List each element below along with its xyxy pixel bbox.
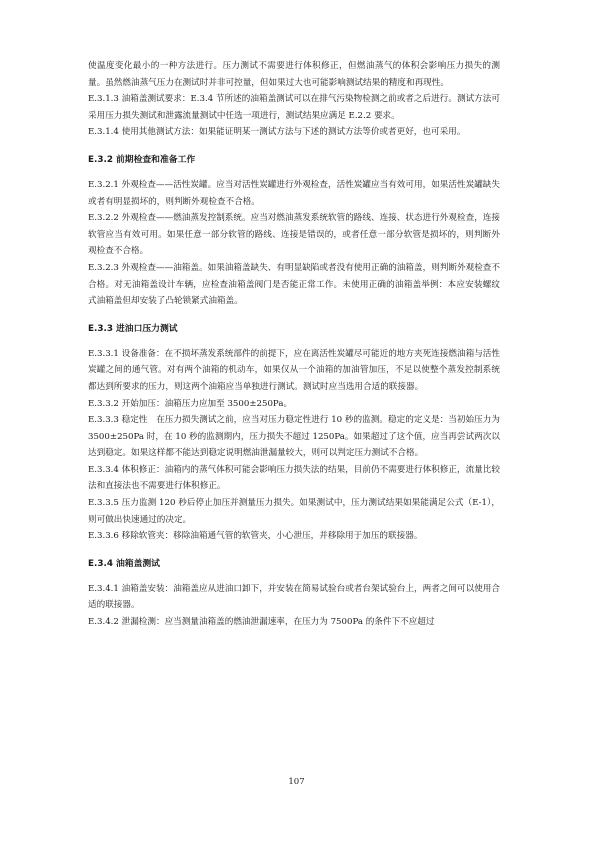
paragraph: E.3.3.1 设备准备：在不损坏蒸发系统部件的前提下，应在离活性炭罐尽可能近的地方夹死连接燃油箱与活性炭罐之间的通气管。对有两个油箱的机动车，如果仅从一个油箱的加油管加压，不足以使整个蒸发控制系统都达到所要求的压力，则这两个油箱应当单独进行测试。测试时应当选用合适的联接器。: [88, 348, 500, 392]
paragraph: E.3.4.1 油箱盖安装：油箱盖应从进油口卸下，并安装在简易试验台或者台架试验台上，两者之间可以使用合适的联接器。: [88, 583, 500, 611]
paragraph: E.3.4.2 泄漏检测：应当测量油箱盖的燃油泄漏速率，在压力为 7500Pa 的条件下不应超过: [88, 617, 435, 628]
paragraph: E.3.3.3 稳定性 在压力损失测试之前，应当对压力稳定性进行 10 秒的监测。稳定的定义是：当初始压力为 3500±250Pa 时，在 10 秒的监测期内，压力损失不超过 1250Pa。如果超过了这个值，应当再尝试两次以达到稳定。如果这样都不能达到稳定说明燃油泄漏量较大，则可以判定压力测试不合格。: [88, 415, 500, 459]
paragraph: 使温度变化最小的一种方法进行。压力测试不需要进行体积修正，但燃油蒸气的体积会影响压力损失的测量。虽然燃油蒸气压力在测试时并非可控量，但如果过大也可能影响测试结果的精度和再现性。: [88, 61, 500, 88]
page-body: [88, 58, 500, 631]
page-number: 107: [288, 777, 305, 787]
paragraph: E.3.2.2 外观检查——燃油蒸发控制系统。应当对燃油蒸发系统软管的路线、连接、状态进行外观检查，连接软管应当有效可用。如果任意一部分软管的路线、连接是错误的，或者任意一部分软管是损坏的，则判断外观检查不合格。: [88, 213, 500, 257]
section-heading: E.3.2 前期检查和准备工作: [88, 154, 196, 165]
paragraph: E.3.3.4 体积修正：油箱内的蒸气体积可能会影响压力损失法的结果，目前仍不需要进行体积修正，流量比较法和直接法也不需要进行体积修正。: [88, 464, 500, 492]
paragraph: E.3.3.5 压力监测 120 秒后停止加压并测量压力损失。如果测试中，压力测试结果如果能满足公式（E-1），则可做出快速通过的决定。: [88, 498, 500, 525]
paragraph: E.3.3.6 移除软管夹：移除油箱通气管的软管夹，小心泄压，并移除用于加压的联接器。: [88, 531, 423, 542]
paragraph: E.3.1.3 油箱盖测试要求：E.3.4 节所述的油箱盖测试可以在排气污染物检测之前或者之后进行。测试方法可采用压力损失测试和泄露流量测试中任选一项进行，测试结果应满足 E.2.2 要求。: [88, 94, 500, 121]
section-heading: E.3.3 进油口压力测试: [88, 323, 178, 334]
paragraph: E.3.2.3 外观检查——油箱盖。如果油箱盖缺失、有明显缺陷或者没有使用正确的油箱盖，则判断外观检查不合格。对无油箱盖设计车辆，应检查油箱盖阀门是否能正常工作。未使用正确的油箱盖举例：本应安装螺纹式油箱盖但却安装了凸轮锁紧式油箱盖。: [88, 262, 500, 307]
paragraph: E.3.2.1 外观检查——活性炭罐。应当对活性炭罐进行外观检查，活性炭罐应当有效可用，如果活性炭罐缺失或者有明显损坏的，则判断外观检查不合格。: [88, 179, 500, 207]
paragraph: E.3.3.2 开始加压：油箱压力应加至 3500±250Pa。: [88, 398, 293, 409]
section-heading: E.3.4 油箱盖测试: [88, 558, 160, 569]
paragraph: E.3.1.4 使用其他测试方法：如果能证明某一测试方法与下述的测试方法等价或者更好，也可采用。: [88, 127, 466, 138]
